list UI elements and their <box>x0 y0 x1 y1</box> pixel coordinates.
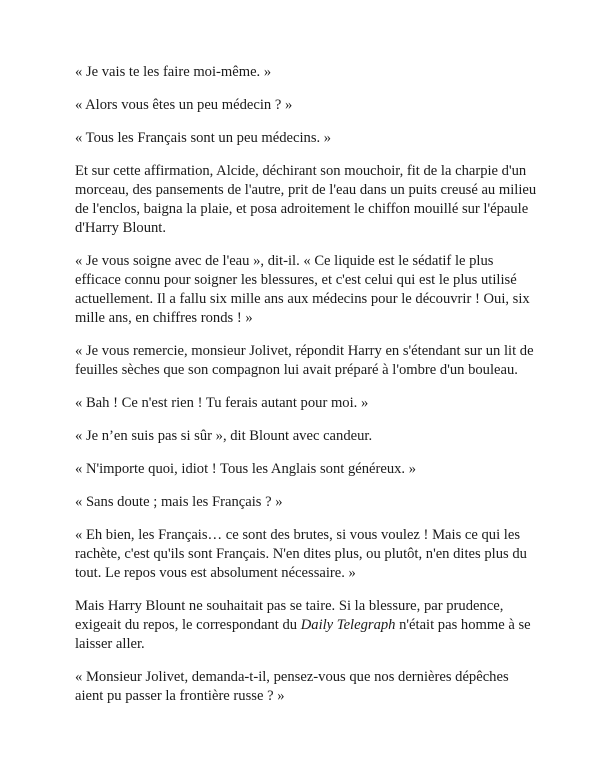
paragraph-1: « Je vais te les faire moi-même. » <box>75 64 272 80</box>
paragraph-6: « Je vous remercie, monsieur Jolivet, répondit Harry en s'étendant sur un lit de feuilles sèches que son compagnon lui avait préparé à l'ombre d'un bouleau. <box>75 343 534 378</box>
paragraph-12-end: n'était pas homme à se laisser aller. <box>75 617 531 652</box>
paragraph-4: Et sur cette affirmation, Alcide, déchirant son mouchoir, fit de la charpie d'un morceau, des pansements de l'autre, prit de l'eau dans un puits creusé au milieu de l'enclos, baigna la plaie, et posa adroitement le chiffon mouillé sur l'épaule d'Harry Blount. <box>75 163 537 236</box>
paragraph-12-start: Mais Harry Blount ne souhaitait pas se taire. Si la blessure, par prudence, exigeait du repos, le correspondant du <box>75 598 504 633</box>
paragraph-7: « Bah ! Ce n'est rien ! Tu ferais autant pour moi. » <box>75 395 369 411</box>
paragraph-3: « Tous les Français sont un peu médecins. » <box>75 130 332 146</box>
paragraph-13: « Monsieur Jolivet, demanda-t-il, pensez-vous que nos dernières dépêches aient pu passer la frontière russe ? » <box>75 669 509 704</box>
paragraph-8: « Je n’en suis pas si sûr », dit Blount avec candeur. <box>75 428 373 444</box>
paragraph-2: « Alors vous êtes un peu médecin ? » <box>75 97 293 113</box>
paragraph-9: « N'importe quoi, idiot ! Tous les Anglais sont généreux. » <box>75 461 417 477</box>
paragraph-12 <box>75 597 540 654</box>
paragraph-10: « Sans doute ; mais les Français ? » <box>75 494 283 510</box>
document-page <box>75 63 540 720</box>
paragraph-5: « Je vous soigne avec de l'eau », dit-il. « Ce liquide est le sédatif le plus efficace connu pour soigner les blessures, et c'est celui qui est le plus utilisé actuellement. Il a fallu six mille ans aux médecins pour le découvrir ! Oui, six mille ans, en chiffres ronds ! » <box>75 253 530 326</box>
newspaper-title: Daily Telegraph <box>300 617 396 633</box>
paragraph-11: « Eh bien, les Français… ce sont des brutes, si vous voulez ! Mais ce qui les rachète, c'est qu'ils sont Français. N'en dites plus, ou plutôt, n'en dites plus du tout. Le repos vous est absolument nécessaire. » <box>75 527 527 581</box>
